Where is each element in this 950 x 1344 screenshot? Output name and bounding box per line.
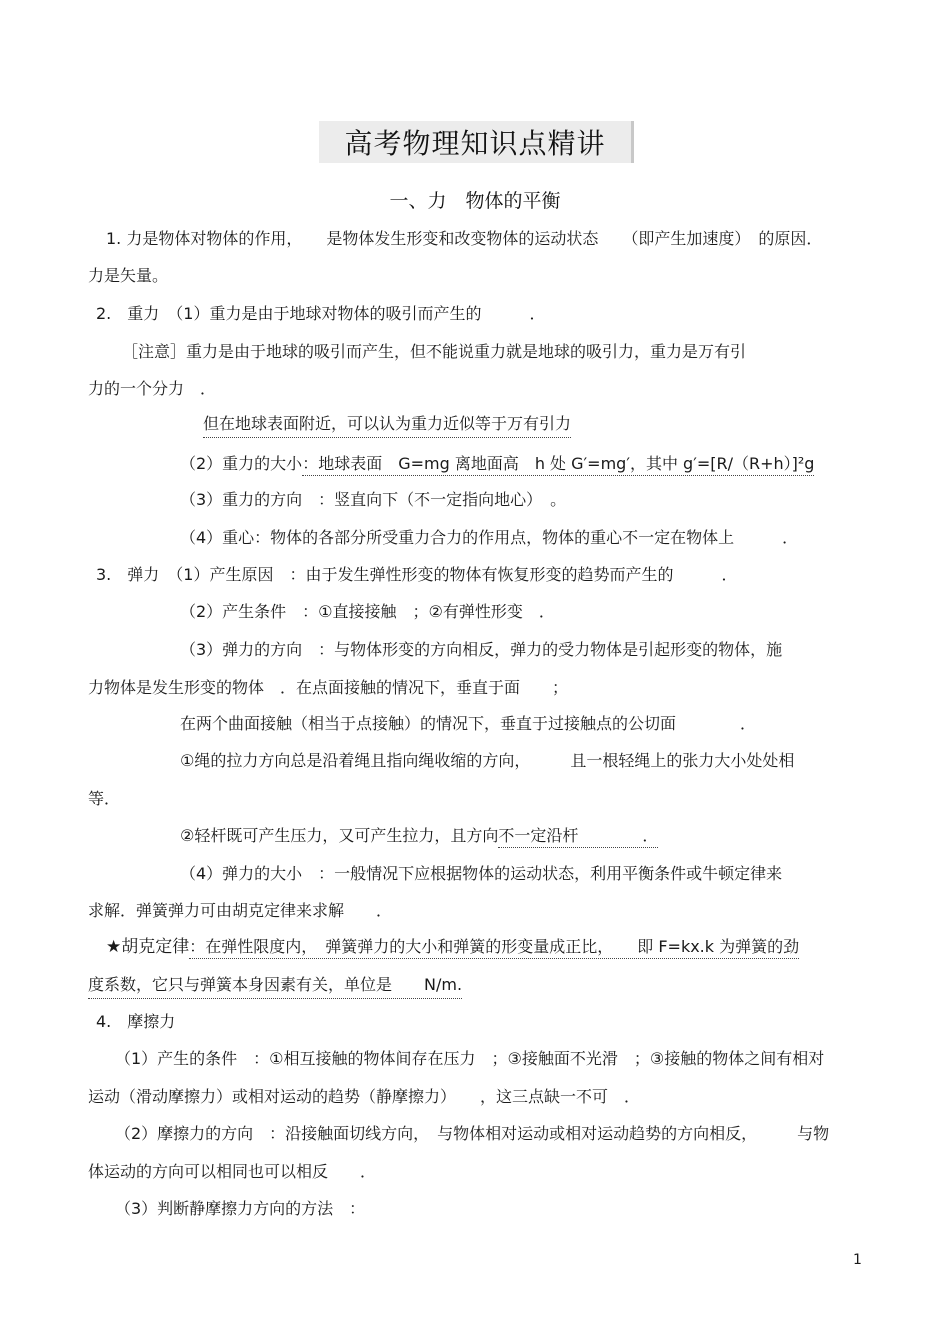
hooke-law-label: ★胡克定律	[106, 937, 190, 957]
text-line: 力物体是发生形变的物体 ．在点面接触的情况下，垂直于面 ；	[88, 678, 569, 697]
text-line: 在两个曲面接触（相当于点接触）的情况下，垂直于过接触点的公切面 ．	[180, 714, 757, 733]
text-line: （3）重力的方向 ：竖直向下（不一定指向地心） 。	[180, 490, 567, 509]
text-line: 2. 重力 （1）重力是由于地球对物体的吸引而产生的 ．	[96, 304, 546, 323]
text-line: （4）弹力的大小 ：一般情况下应根据物体的运动状态，利用平衡条件或牛顿定律来	[180, 864, 783, 883]
text-line: ［注意］重力是由于地球的吸引而产生，但不能说重力就是地球的吸引力，重力是万有引	[122, 342, 747, 361]
text-line: 1. 力是物体对物体的作用， 是物体发生形变和改变物体的运动状态 （即产生加速度） 的原因．	[106, 229, 823, 248]
text-line: 力是矢量。	[88, 266, 169, 285]
title-box	[319, 121, 634, 163]
text-line: 4. 摩擦力	[96, 1012, 176, 1031]
text-line-dotted: 但在地球表面附近，可以认为重力近似等于万有引力	[203, 413, 571, 438]
text-line	[106, 936, 799, 958]
text-line	[180, 825, 658, 847]
text-line: 求解．弹簧弹力可由胡克定律来求解 ．	[88, 901, 393, 920]
text-line: （2）产生条件 ：①直接接触 ；②有弹性形变 ．	[180, 602, 555, 621]
page-number: 1	[853, 1252, 862, 1268]
text-line: （1）产生的条件 ：①相互接触的物体间存在压力 ；③接触面不光滑 ；③接触的物体之间有相对	[115, 1049, 825, 1068]
text-line: 力的一个分力 ．	[88, 379, 217, 398]
text-line: ①绳的拉力方向总是沿着绳且指向绳收缩的方向， 且一根轻绳上的张力大小处处相	[180, 751, 795, 770]
text-line: （2）摩擦力的方向 ：沿接触面切线方向， 与物体相对运动或相对运动趋势的方向相反， 与物	[115, 1124, 830, 1143]
page-title: 高考物理知识点精讲	[344, 127, 606, 160]
text-span: （2）重力的大小	[180, 454, 303, 473]
text-line	[180, 453, 814, 475]
text-span-dotted: 不一定沿杆 ．	[498, 826, 658, 848]
text-span-dotted: ：地球表面 G=mg 离地面高 h 处 G′=mg′，其中 g′=[R/（R+h）]²g	[302, 454, 814, 476]
text-span-dotted: ：在弹性限度内， 弹簧弹力的大小和弹簧的形变量成正比， 即 F=kx.k 为弹簧的劲	[189, 937, 799, 959]
text-span: ②轻杆既可产生压力，又可产生拉力，且方向	[180, 826, 499, 845]
text-line: 运动（滑动摩擦力）或相对运动的趋势（静摩擦力） ，这三点缺一不可 ．	[88, 1087, 641, 1106]
text-line: 等．	[88, 789, 121, 808]
text-line: （4）重心：物体的各部分所受重力合力的作用点，物体的重心不一定在物体上 ．	[180, 528, 799, 547]
text-line-dotted: 度系数，它只与弹簧本身因素有关，单位是 N/m.	[88, 974, 462, 999]
text-line: 体运动的方向可以相同也可以相反 ．	[88, 1162, 377, 1181]
text-line: （3）判断静摩擦力方向的方法 ：	[115, 1199, 366, 1218]
text-line: （3）弹力的方向 ：与物体形变的方向相反，弹力的受力物体是引起形变的物体，施	[180, 640, 783, 659]
section-title: 一、力 物体的平衡	[389, 190, 561, 212]
text-line: 3. 弹力 （1）产生原因 ：由于发生弹性形变的物体有恢复形变的趋势而产生的 ．	[96, 565, 738, 584]
